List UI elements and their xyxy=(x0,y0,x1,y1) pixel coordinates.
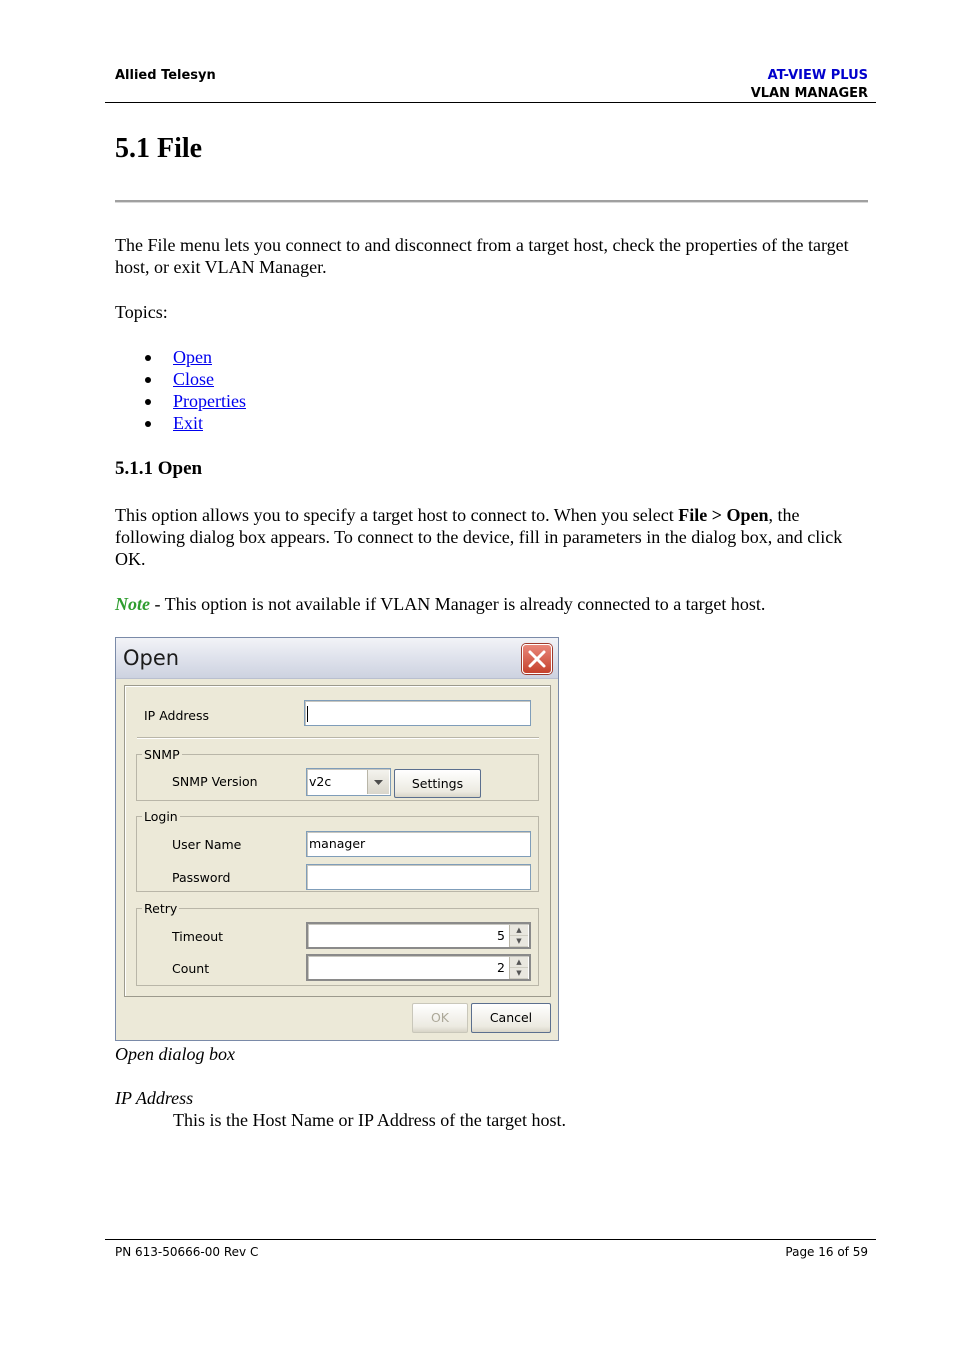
bullet-icon xyxy=(145,421,151,427)
close-icon[interactable] xyxy=(522,644,552,674)
topic-link-exit[interactable]: Exit xyxy=(173,413,203,433)
snmp-version-label: SNMP Version xyxy=(172,774,258,789)
spin-down-icon[interactable]: ▼ xyxy=(510,936,528,947)
intro-paragraph: The File menu lets you connect to and disconnect from a target host, check the properties of the target host, or exit VLAN Manager. xyxy=(115,235,849,277)
footer-rule xyxy=(105,1239,876,1240)
topics-label: Topics: xyxy=(115,302,168,322)
timeout-spinner[interactable] xyxy=(306,922,531,949)
text-cursor xyxy=(307,706,308,722)
module-name: VLAN MANAGER xyxy=(750,86,868,101)
count-spin-buttons[interactable] xyxy=(509,957,528,979)
password-input[interactable] xyxy=(306,864,531,890)
bullet-icon xyxy=(145,377,151,383)
ip-address-label: IP Address xyxy=(144,708,209,723)
dialog-title: Open xyxy=(123,646,180,670)
username-label: User Name xyxy=(172,837,242,852)
spin-up-icon[interactable]: ▲ xyxy=(510,925,528,936)
note-paragraph xyxy=(115,593,860,615)
open-paragraph-part2: , the following dialog box appears. To connect to the device, fill in parameters in the dialog box, and click OK. xyxy=(115,505,843,569)
login-group-label: Login xyxy=(144,809,178,824)
count-label: Count xyxy=(172,961,210,976)
open-paragraph xyxy=(115,504,860,570)
open-dialog xyxy=(115,637,559,1041)
password-label: Password xyxy=(172,870,231,885)
term-name: IP Address xyxy=(115,1088,194,1108)
snmp-version-select[interactable] xyxy=(306,768,391,796)
dialog-body xyxy=(124,685,551,997)
company-name: Allied Telesyn xyxy=(115,68,216,83)
chevron-down-icon[interactable] xyxy=(367,770,389,794)
snmp-group-label: SNMP xyxy=(144,747,180,762)
product-name: AT-VIEW PLUS xyxy=(767,68,868,83)
part-number: PN 613-50666-00 Rev C xyxy=(115,1245,259,1259)
note-text: - This option is not available if VLAN Manager is already connected to a target host. xyxy=(150,594,766,614)
menu-path: File > Open xyxy=(678,505,769,525)
figure-caption: Open dialog box xyxy=(115,1044,235,1064)
topic-link-properties[interactable]: Properties xyxy=(173,391,246,411)
spin-up-icon[interactable]: ▲ xyxy=(510,957,528,968)
ok-button[interactable]: OK xyxy=(412,1003,468,1033)
timeout-value: 5 xyxy=(497,928,505,943)
dialog-titlebar xyxy=(116,638,558,679)
count-spinner[interactable] xyxy=(306,954,531,981)
bullet-icon xyxy=(145,399,151,405)
retry-group-label: Retry xyxy=(144,901,178,916)
section-title: 5.1 File xyxy=(115,133,203,164)
settings-button[interactable]: Settings xyxy=(394,769,481,798)
timeout-label: Timeout xyxy=(172,929,224,944)
page-number: Page 16 of 59 xyxy=(785,1245,868,1259)
cancel-button[interactable]: Cancel xyxy=(471,1003,551,1033)
timeout-spin-buttons[interactable] xyxy=(509,925,528,947)
separator xyxy=(137,737,539,739)
topic-link-open[interactable]: Open xyxy=(173,347,212,367)
header-rule xyxy=(105,102,876,103)
spin-down-icon[interactable]: ▼ xyxy=(510,968,528,979)
term-definition: This is the Host Name or IP Address of the target host. xyxy=(173,1110,566,1130)
subsection-title: 5.1.1 Open xyxy=(115,458,203,479)
note-label: Note xyxy=(115,594,150,614)
snmp-version-value: v2c xyxy=(309,774,332,789)
open-paragraph-part1: This option allows you to specify a target host to connect to. When you select xyxy=(115,505,679,525)
bullet-icon xyxy=(145,355,151,361)
topic-link-close[interactable]: Close xyxy=(173,369,215,389)
username-input[interactable]: manager xyxy=(306,831,531,857)
ip-address-input[interactable] xyxy=(304,700,531,726)
section-rule xyxy=(115,200,868,203)
count-value: 2 xyxy=(497,960,505,975)
